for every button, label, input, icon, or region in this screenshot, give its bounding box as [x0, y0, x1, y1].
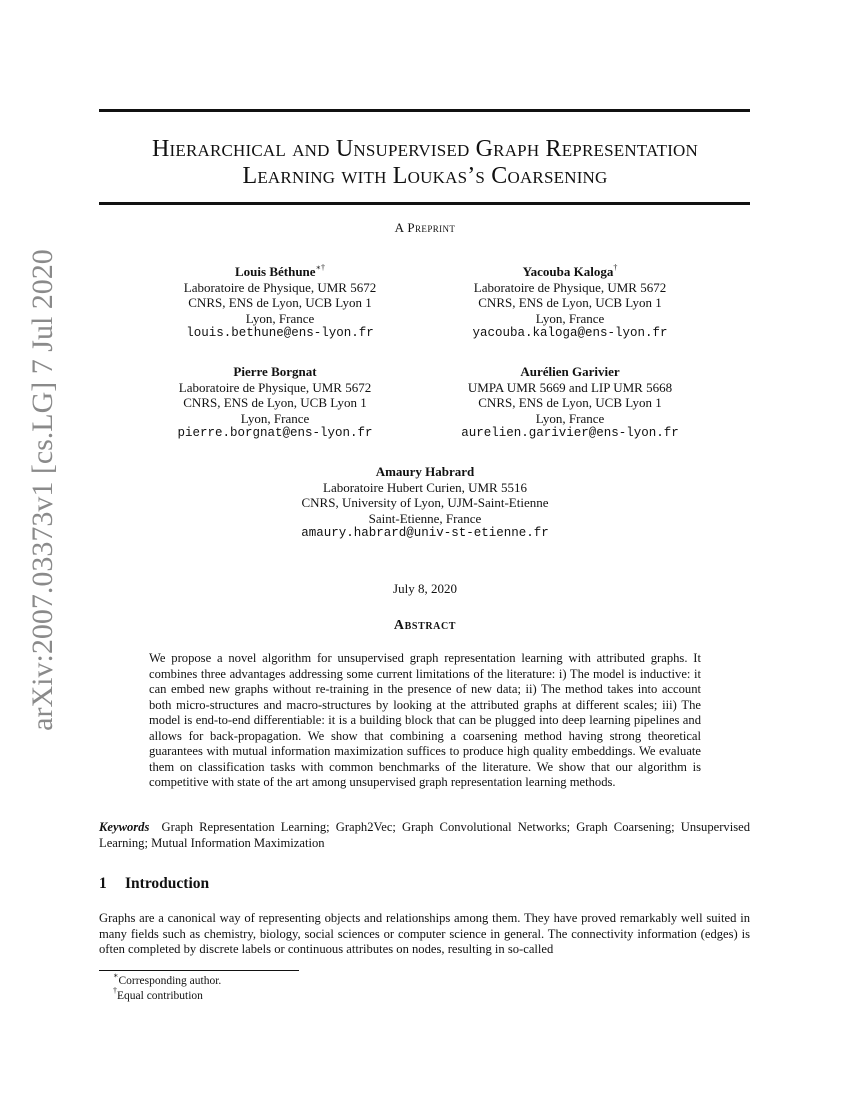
author-email[interactable]: pierre.borgnat@ens-lyon.fr: [177, 426, 373, 440]
author-affiliation: CNRS, University of Lyon, UJM-Saint-Etienne: [301, 495, 549, 510]
preprint-label: A Preprint: [394, 220, 456, 235]
keywords: [99, 820, 750, 851]
section-title: Introduction: [125, 875, 210, 892]
intro-paragraph: Graphs are a canonical way of representing objects and relationships among them. They have proved remarkably well suited in many fields such as chemistry, biology, social sciences or computer science in general. The connectivity information (edges) is often completed by discrete labels or continuous attributes on nodes, resulting in so-called: [99, 911, 750, 956]
author-name: Louis Béthune∗†: [235, 263, 325, 279]
keywords-label: Keywords: [99, 820, 150, 834]
arxiv-identifier: arXiv:2007.03373v1 [cs.LG] 7 Jul 2020: [26, 249, 59, 731]
footnote-mark: ∗: [113, 971, 119, 980]
footnote: [113, 971, 222, 988]
keywords-text: Graph Representation Learning; Graph2Vec; Graph Convolutional Networks; Graph Coarsening; Unsupervised Learning; Mutual Information Maximization: [99, 820, 750, 850]
author-email[interactable]: yacouba.kaloga@ens-lyon.fr: [472, 326, 668, 340]
title-top-rule: [99, 109, 750, 112]
author-affiliation: CNRS, ENS de Lyon, UCB Lyon 1: [478, 395, 662, 410]
author-name: Amaury Habrard: [375, 464, 475, 479]
author-location: Saint-Etienne, France: [368, 510, 482, 526]
author-location: Lyon, France: [240, 410, 310, 426]
author-affiliation: Laboratoire Hubert Curien, UMR 5516: [323, 479, 527, 495]
author-location: Lyon, France: [245, 310, 315, 326]
footnote-rule: [99, 970, 299, 971]
section-heading: [99, 875, 209, 893]
paper-title-line-1: Hierarchical and Unsupervised Graph Representation: [151, 136, 699, 162]
author-affiliation: Laboratoire de Physique, UMR 5672: [473, 279, 667, 295]
footnote: [113, 986, 203, 1003]
author-name: Pierre Borgnat: [233, 364, 317, 379]
author-location: Lyon, France: [535, 310, 605, 326]
author-location: Lyon, France: [535, 410, 605, 426]
author-mark: ∗†: [315, 263, 325, 272]
paper-title-line-2: Learning with Loukas’s Coarsening: [242, 163, 608, 189]
author-block: [150, 364, 400, 442]
title-bottom-rule: [99, 202, 750, 205]
footnote-mark: †: [113, 986, 117, 995]
author-affiliation: CNRS, ENS de Lyon, UCB Lyon 1: [188, 295, 372, 310]
author-block: [275, 464, 575, 542]
abstract-text: We propose a novel algorithm for unsupervised graph representation learning with attributed graphs. It combines three advantages addressing some current limitations of the literature: i) The model is inductive: it can embed new graphs without re-training in the presence of new data; ii) The method takes into account both micro-structures and macro-structures by looking at the attributed graphs at different scales; iii) The model is end-to-end differentiable: it is a building block that can be plugged into deep learning pipelines and allows for back-propagation. We show that combining a coarsening method having strong theoretical guarantees with mutual information maximization suffices to produce high quality embeddings. We evaluate them on classification tasks with common benchmarks of the literature. We show that our algorithm is competitive with state of the art among unsupervised graph representation learning methods.: [149, 651, 701, 789]
publication-date: July 8, 2020: [393, 581, 457, 596]
section-number: 1: [99, 875, 107, 892]
abstract-heading: Abstract: [393, 618, 457, 633]
footnote-text: Corresponding author.: [118, 975, 222, 987]
author-affiliation: Laboratoire de Physique, UMR 5672: [183, 279, 377, 295]
author-affiliation: CNRS, ENS de Lyon, UCB Lyon 1: [183, 395, 367, 410]
author-block: [155, 264, 405, 342]
author-affiliation: UMPA UMR 5669 and LIP UMR 5668: [467, 379, 673, 395]
author-email[interactable]: amaury.habrard@univ-st-etienne.fr: [301, 526, 549, 540]
arxiv-side-stamp: [13, 249, 73, 731]
author-block: [440, 264, 700, 342]
author-name: Aurélien Garivier: [520, 364, 620, 379]
author-name: Yacouba Kaloga†: [522, 263, 618, 279]
author-block: [440, 364, 700, 442]
author-email[interactable]: louis.bethune@ens-lyon.fr: [186, 326, 374, 340]
author-affiliation: CNRS, ENS de Lyon, UCB Lyon 1: [478, 295, 662, 310]
author-affiliation: Laboratoire de Physique, UMR 5672: [178, 379, 372, 395]
footnote-text: Equal contribution: [117, 990, 203, 1002]
author-mark: †: [613, 263, 618, 272]
paper-title: [60, 136, 790, 190]
author-email[interactable]: aurelien.garivier@ens-lyon.fr: [461, 426, 679, 440]
